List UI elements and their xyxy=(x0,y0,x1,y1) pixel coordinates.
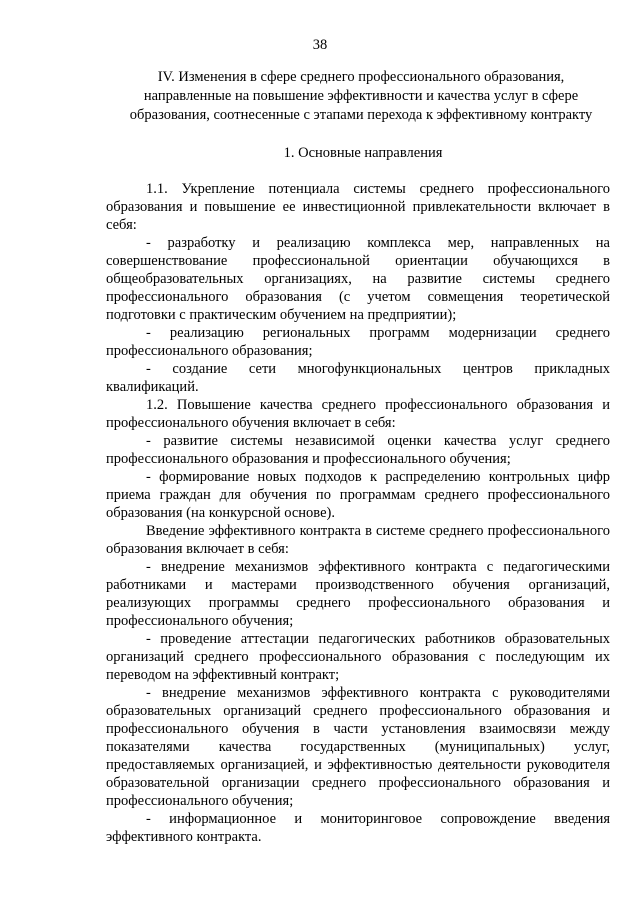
page-number: 38 xyxy=(312,37,328,53)
list-item: - реализацию региональных программ модернизации среднего профессионального образования; xyxy=(106,325,610,359)
list-item: - информационное и мониторинговое сопровождение введения эффективного контракта. xyxy=(106,811,610,845)
paragraph: Введение эффективного контракта в системе среднего профессионального образования включает в себя: xyxy=(106,523,610,557)
list-item: - внедрение механизмов эффективного контракта с руководителями образовательных организаций среднего профессионального образования и профессионального обучения в части установления взаимосвязи между показателями качества государственных (муниципальных) услуг, предоставляемых организацией, и эффективностью деятельности руководителя образовательной организации среднего профессионального образования и профессионального обучения; xyxy=(106,685,610,809)
list-item: - создание сети многофункциональных центров прикладных квалификаций. xyxy=(106,361,610,395)
document-body xyxy=(106,180,610,846)
paragraph: 1.1. Укрепление потенциала системы среднего профессионального образования и повышение ее инвестиционной привлекательности включает в себя: xyxy=(106,181,610,233)
paragraph: 1.2. Повышение качества среднего профессионального образования и профессионального обучения включает в себя: xyxy=(106,397,610,431)
list-item: - внедрение механизмов эффективного контракта с педагогическими работниками и мастерами производственного обучения организаций, реализующих программы среднего профессионального образования и профессионального обучения; xyxy=(106,559,610,629)
list-item: - формирование новых подходов к распределению контрольных цифр приема граждан для обучения по программам среднего профессионального образования (на конкурсной основе). xyxy=(106,469,610,521)
section-heading: IV. Изменения в сфере среднего профессионального образования, направленные на повышение эффективности и качества услуг в сфере образования, соотнесенные с этапами перехода к эффективному контракту xyxy=(129,69,593,123)
list-item: - проведение аттестации педагогических работников образовательных организаций среднего профессионального образования с последующим их переводом на эффективный контракт; xyxy=(106,631,610,683)
list-item: - развитие системы независимой оценки качества услуг среднего профессионального образования и профессионального обучения; xyxy=(106,433,610,467)
subsection-heading: 1. Основные направления xyxy=(283,145,443,161)
list-item: - разработку и реализацию комплекса мер, направленных на совершенствование профессиональной ориентации обучающихся в общеобразовательных организациях, на развитие системы среднего профессионального образования (с учетом совмещения теоретической подготовки с практическим обучением на предприятии); xyxy=(106,235,610,323)
